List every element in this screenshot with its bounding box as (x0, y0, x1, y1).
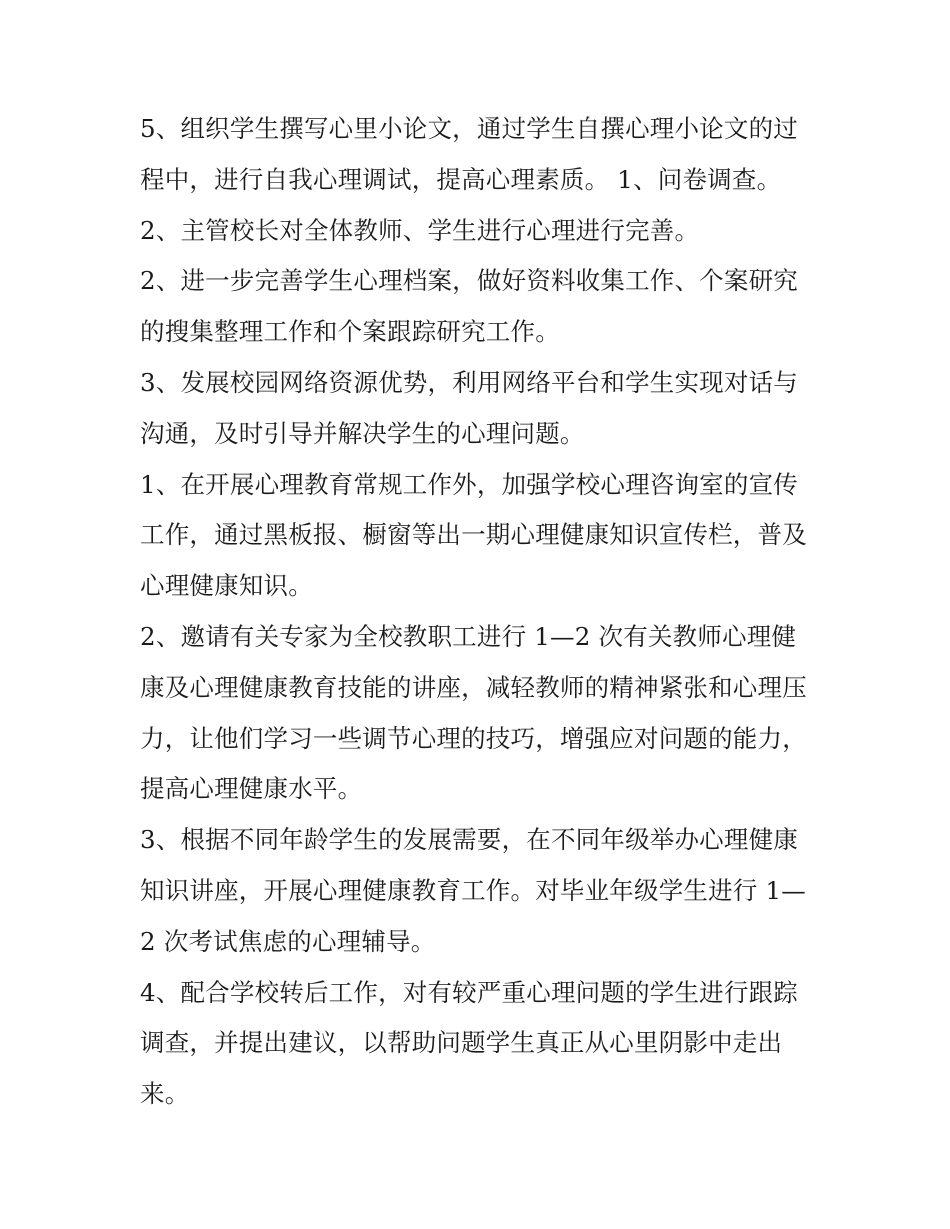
paragraph: 2、邀请有关专家为全校教职工进行 1—2 次有关教师心理健康及心理健康教育技能的讲座，减轻教师的精神紧张和心理压力，让他们学习一些调节心理的技巧，增强应对问题的能力，提高心理健康水平。 (140, 621, 807, 804)
paragraph: 5、组织学生撰写心里小论文，通过学生自撰心理小论文的过程中，进行自我心理调试，提高心理素质。 1、问卷调查。 (140, 114, 798, 194)
paragraph: 3、发展校园网络资源优势，利用网络平台和学生实现对话与沟通，及时引导并解决学生的心理问题。 (140, 367, 798, 448)
paragraph: 1、在开展心理教育常规工作外，加强学校心理咨询室的宣传工作，通过黑板报、橱窗等出一期心理健康知识宣传栏，普及心理健康知识。 (140, 469, 807, 601)
paragraph: 2、主管校长对全体教师、学生进行心理进行完善。 (140, 215, 700, 245)
paragraph: 2、进一步完善学生心理档案，做好资料收集工作、个案研究的搜集整理工作和个案跟踪研究工作。 (140, 266, 798, 347)
paragraph: 3、根据不同年龄学生的发展需要，在不同年级举办心理健康知识讲座，开展心理健康教育工作。对毕业年级学生进行 1—2 次考试焦虑的心理辅导。 (140, 825, 806, 956)
paragraph: 4、配合学校转后工作，对有较严重心理问题的学生进行跟踪调查，并提出建议，以帮助问题学生真正从心里阴影中走出来。 (140, 977, 798, 1109)
document-body (140, 104, 820, 1120)
